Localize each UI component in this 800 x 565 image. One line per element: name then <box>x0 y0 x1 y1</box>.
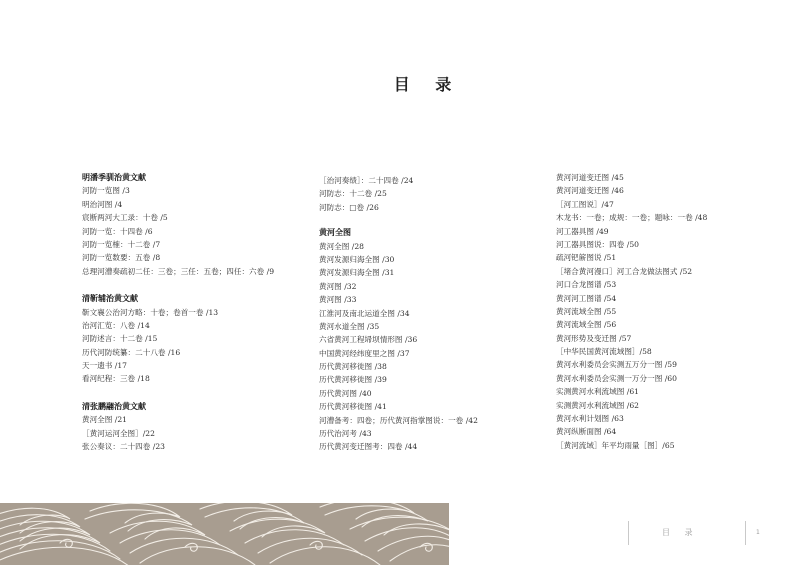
toc-entry: 靳文襄公治河方略：十卷；卷首一卷 /13 <box>82 307 219 317</box>
toc-entry: 实测黄河水利流域图 /62 <box>556 400 639 410</box>
section-heading: 清靳辅治黄文献 <box>82 294 138 304</box>
toc-entry: 历代治河考 /43 <box>319 429 372 439</box>
toc-entry: ［治河奏绩］：二十四卷 /24 <box>319 176 414 185</box>
toc-column-1 <box>82 171 317 453</box>
toc-entry: 疏河钯簖图说 /51 <box>556 253 617 263</box>
toc-entry: 历代黄河移徙图 /41 <box>319 402 387 412</box>
toc-entry: 河防一览：十四卷 /6 <box>82 226 153 236</box>
toc-entry: 黄河河道变迁图 /46 <box>556 186 624 196</box>
toc-entry: 黄河全图 /21 <box>82 415 128 425</box>
toc-entry: 历代黄河移徙图 /38 <box>319 362 387 372</box>
page-title: 目 录 <box>393 75 462 94</box>
toc-entry: 河防述言：十二卷 /15 <box>82 334 158 344</box>
toc-entry: 河漕备考：四卷；历代黄河指掌图说：一卷 /42 <box>319 415 478 425</box>
footer-divider-left <box>628 521 629 545</box>
toc-entry: 历代黄河图 /40 <box>319 388 372 398</box>
toc-entry: 黄河全图 /28 <box>319 241 365 251</box>
toc-entry: 黄河流域全图 /56 <box>556 320 617 330</box>
toc-entry: 中国黄河经纬度里之图 /37 <box>319 348 410 358</box>
toc-entry: 江淮河及南北运道全图 /34 <box>319 308 410 318</box>
toc-entry: 历代河防统纂：二十八卷 /16 <box>82 347 181 357</box>
toc-entry: 黄河图 /33 <box>319 295 357 305</box>
toc-entry: 黄河形势及变迁图 /57 <box>556 333 632 343</box>
toc-entry: 黄河水利委员会实测一万分一图 /60 <box>556 373 677 383</box>
toc-entry: 六省黄河工程埽坝情形图 /36 <box>319 335 418 345</box>
toc-entry: 黄河水道全图 /35 <box>319 321 380 331</box>
toc-entry: 宸断两河大工录：十卷 /5 <box>82 213 168 223</box>
toc-entry: 河防一览图 /3 <box>82 186 130 196</box>
toc-entry: 治河汇览：八卷 /14 <box>82 320 150 330</box>
toc-entry: 黄河纵断面图 /64 <box>556 427 617 437</box>
toc-entry: 总理河漕奏疏初二任：三卷；三任：五卷；四任：六卷 /9 <box>82 266 275 276</box>
toc-column-2 <box>319 174 554 454</box>
toc-entry: 黄河图 /32 <box>319 281 357 291</box>
toc-entry: 黄河水利计划图 /63 <box>556 414 624 424</box>
toc-entry: 看河纪程：三卷 /18 <box>82 374 150 384</box>
toc-entry: 河防一览数要：五卷 /8 <box>82 253 161 263</box>
toc-entry: ［堵合黄河漫口］河工合龙做法图式 /52 <box>556 266 693 276</box>
toc-entry: ［黄河运河全图］/22 <box>82 428 155 438</box>
toc-entry: 黄河水利委员会实测五万分一图 /59 <box>556 360 677 370</box>
footer-section-label: 目 录 <box>662 528 699 537</box>
section-heading: 清张鹏翮治黄文献 <box>82 401 146 411</box>
page-number: 1 <box>756 529 760 536</box>
toc-entry: ［黄河流域］年平均雨量［图］/65 <box>556 440 675 450</box>
toc-entry: 木龙书：一卷；成规：一卷；题咏：一卷 /48 <box>556 213 708 223</box>
toc-entry: 河防一览榷：十二卷 /7 <box>82 239 161 249</box>
toc-entry: 河防志：十二卷 /25 <box>319 189 387 199</box>
wave-pattern-icon <box>0 503 449 565</box>
toc-entry: 历代黄河移徙图 /39 <box>319 375 387 385</box>
toc-entry: 黄河河工图谱 /54 <box>556 293 617 303</box>
toc-entry: 河工器具图说：四卷 /50 <box>556 239 639 249</box>
wave-pattern-decoration <box>0 503 449 565</box>
toc-entry: ［河工图说］/47 <box>556 199 614 209</box>
toc-entry: 黄河发源归海全图 /30 <box>319 254 395 264</box>
toc-entry: 河口合龙图谱 /53 <box>556 280 617 290</box>
toc-entry: 明治河图 /4 <box>82 199 123 209</box>
toc-entry: 河防志：□卷 /26 <box>319 202 379 212</box>
section-heading: 明潘季驯治黄文献 <box>82 173 146 182</box>
toc-column-3 <box>556 171 791 452</box>
toc-entry: 天一遗书 /17 <box>82 361 128 371</box>
toc-entry: 实测黄河水利流域图 /61 <box>556 387 639 397</box>
toc-entry: 黄河河道变迁图 /45 <box>556 173 624 182</box>
toc-entry: 张公奏议：二十四卷 /23 <box>82 442 165 452</box>
toc-entry: 黄河发源归海全图 /31 <box>319 268 395 278</box>
section-heading: 黄河全图 <box>319 228 351 238</box>
toc-entry: ［中华民国黄河流域图］/58 <box>556 347 652 357</box>
toc-entry: 历代黄河变迁图考：四卷 /44 <box>319 442 418 452</box>
footer-divider-right <box>745 521 746 545</box>
toc-entry: 黄河流域全图 /55 <box>556 306 617 316</box>
toc-entry: 河工器具图 /49 <box>556 226 609 236</box>
